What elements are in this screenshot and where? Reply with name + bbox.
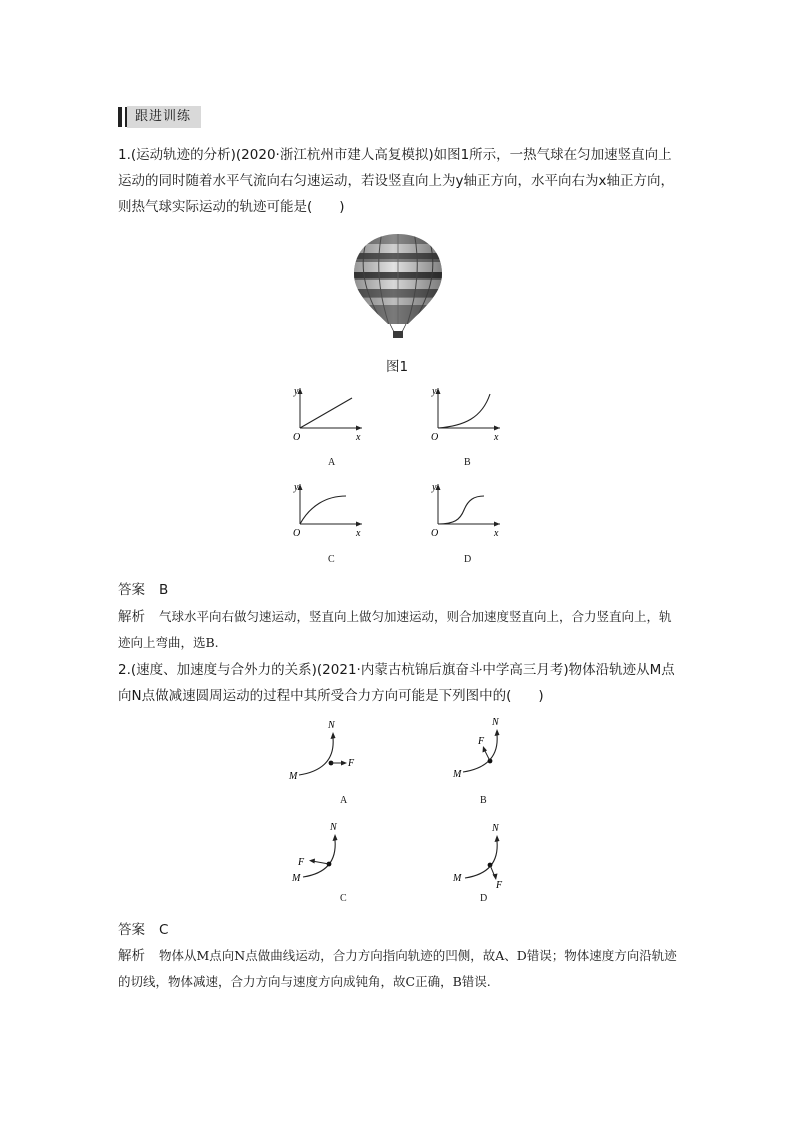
option-a-label: A bbox=[340, 795, 348, 806]
option-d-graph bbox=[428, 480, 508, 542]
option-c-label: C bbox=[328, 554, 335, 565]
section-header bbox=[118, 106, 201, 128]
point-n-label: N bbox=[328, 720, 335, 731]
force-f-label: F bbox=[348, 758, 355, 769]
answer-value: B bbox=[159, 582, 169, 598]
y-axis-label: y bbox=[432, 386, 437, 397]
q1-answer bbox=[118, 578, 168, 598]
q1-explanation bbox=[118, 604, 683, 656]
q2-answer bbox=[118, 918, 168, 938]
point-n-label: N bbox=[492, 717, 499, 728]
question-2-text: 2.(速度、加速度与合外力的关系)(2021·内蒙古杭锦后旗奋斗中学高三月考)物体沿轨迹从M点向N点做减速圆周运动的过程中其所受合力方向可能是下列图中的( ) bbox=[118, 662, 675, 704]
option-c-label: C bbox=[340, 893, 347, 904]
option-b-label: B bbox=[464, 457, 471, 468]
x-axis-label: x bbox=[356, 432, 361, 443]
option-d-diagram bbox=[445, 820, 545, 892]
point-m-label: M bbox=[292, 873, 301, 884]
x-axis-label: x bbox=[356, 528, 361, 539]
point-m-label: M bbox=[289, 771, 298, 782]
option-d-label: D bbox=[480, 893, 488, 904]
origin-label: O bbox=[431, 528, 439, 539]
hot-air-balloon-image bbox=[352, 232, 444, 340]
y-axis-label: y bbox=[294, 386, 299, 397]
q2-explanation bbox=[118, 943, 683, 995]
force-f-label: F bbox=[478, 736, 485, 747]
point-n-label: N bbox=[330, 822, 337, 833]
point-n-label: N bbox=[492, 823, 499, 834]
y-axis-label: y bbox=[432, 482, 437, 493]
y-axis-label: y bbox=[294, 482, 299, 493]
answer-label: 答案 bbox=[118, 582, 145, 598]
x-axis-label: x bbox=[494, 432, 499, 443]
explanation-text: 物体从M点向N点做曲线运动，合力方向指向轨迹的凹侧，故A、D错误；物体速度方向沿轨迹的切线，物体减速，合力方向与速度方向成钝角，故C正确，B错误. bbox=[118, 948, 677, 989]
explanation-label: 解析 bbox=[118, 609, 145, 625]
point-m-label: M bbox=[453, 769, 462, 780]
origin-label: O bbox=[293, 528, 301, 539]
option-d-label: D bbox=[464, 554, 472, 565]
explanation-text: 气球水平向右做匀速运动，竖直向上做匀加速运动，则合加速度竖直向上，合力竖直向上，轨迹向上弯曲，选B. bbox=[118, 609, 672, 650]
option-b-label: B bbox=[480, 795, 487, 806]
option-a-diagram bbox=[285, 716, 385, 788]
option-a-label: A bbox=[328, 457, 336, 468]
answer-label: 答案 bbox=[118, 922, 145, 938]
option-a-graph bbox=[290, 384, 370, 446]
origin-label: O bbox=[431, 432, 439, 443]
x-axis-label: x bbox=[494, 528, 499, 539]
section-title: 跟进训练 bbox=[127, 106, 201, 128]
option-b-diagram bbox=[445, 716, 545, 788]
option-b-graph bbox=[428, 384, 508, 446]
figure-1-caption: 图1 bbox=[386, 359, 409, 375]
question-1-text: 1.(运动轨迹的分析)(2020·浙江杭州市建人高复模拟)如图1所示，一热气球在匀加速竖直向上运动的同时随着水平气流向右匀速运动，若设竖直向上为y轴正方向，水平向右为x轴正方向，则热气球实际运动的轨迹可能是( ) bbox=[118, 147, 674, 215]
answer-value: C bbox=[159, 922, 169, 938]
origin-label: O bbox=[293, 432, 301, 443]
option-c-graph bbox=[290, 480, 370, 542]
force-f-label: F bbox=[298, 857, 305, 868]
explanation-label: 解析 bbox=[118, 948, 145, 964]
force-f-label: F bbox=[496, 880, 503, 891]
option-c-diagram bbox=[285, 820, 385, 892]
point-m-label: M bbox=[453, 873, 462, 884]
section-marker bbox=[118, 107, 122, 127]
